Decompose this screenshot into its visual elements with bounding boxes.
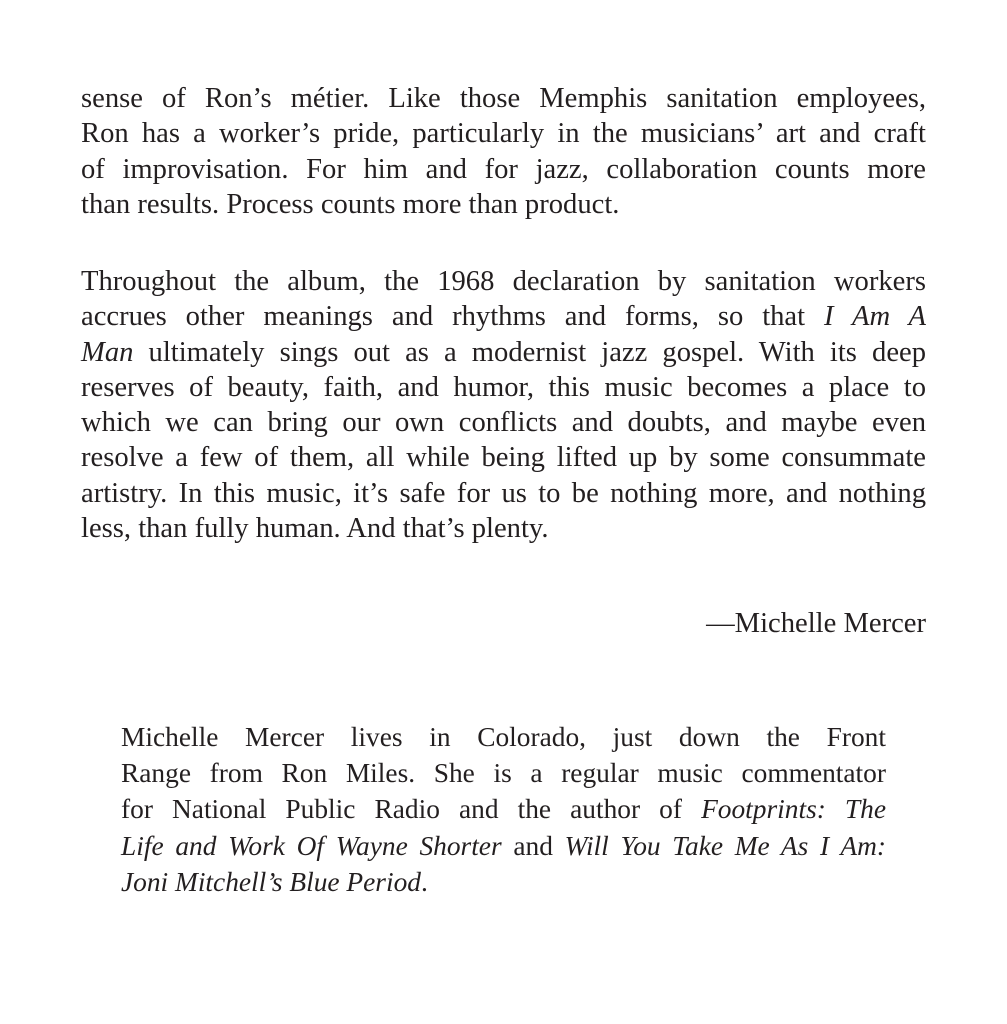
text-run: and (513, 830, 553, 861)
paragraph-line: Ron has a worker’s pride, particularly in the musicians’ art and craft (81, 118, 926, 150)
bio-line: Range from Ron Miles. She is a regular music commentator (121, 758, 886, 789)
bio-line (121, 828, 886, 864)
author-bio (121, 719, 886, 900)
author-signature: —Michelle Mercer (706, 608, 926, 639)
paragraph-line: artistry. In this music, it’s safe for us to be nothing more, and nothing (81, 477, 926, 509)
bio-line: Michelle Mercer lives in Colorado, just down the Front (121, 722, 886, 752)
paragraph-2 (81, 264, 926, 546)
text-run: accrues other meanings and rhythms and forms, so that (81, 301, 806, 333)
paragraph-line: which we can bring our own conflicts and doubts, and maybe even (81, 407, 926, 439)
album-title-italic: I Am A (824, 301, 926, 333)
paragraph-line: resolve a few of them, all while being lifted up by some consummate (81, 442, 926, 474)
book-title-italic: Joni Mitchell’s Blue Period (121, 866, 421, 897)
paragraph-line: reserves of beauty, faith, and humor, this music becomes a place to (81, 371, 926, 403)
book-title-italic: Life and Work Of Wayne Shorter (121, 830, 502, 861)
paragraph-1 (81, 81, 926, 222)
bio-line (121, 791, 886, 827)
paragraph-line: than results. Process counts more than product. (81, 188, 620, 220)
paragraph-line: Throughout the album, the 1968 declaration by sanitation workers (81, 266, 926, 297)
paragraph-line: less, than fully human. And that’s plenty. (81, 513, 549, 545)
book-title-italic: Footprints: The (701, 794, 887, 825)
bio-line (121, 864, 886, 900)
album-title-italic: Man (81, 336, 134, 368)
text-run: ultimately sings out as a modernist jazz gospel. With its deep (148, 336, 926, 368)
text-run: . (420, 866, 428, 897)
text-run: for National Public Radio and the author of (121, 794, 682, 825)
paragraph-line: of improvisation. For him and for jazz, collaboration counts more (81, 153, 926, 185)
paragraph-line: sense of Ron’s métier. Like those Memphis sanitation employees, (81, 83, 926, 114)
paragraph-line (81, 335, 926, 370)
book-title-italic: Will You Take Me As I Am: (564, 830, 886, 861)
paragraph-line (81, 299, 926, 334)
